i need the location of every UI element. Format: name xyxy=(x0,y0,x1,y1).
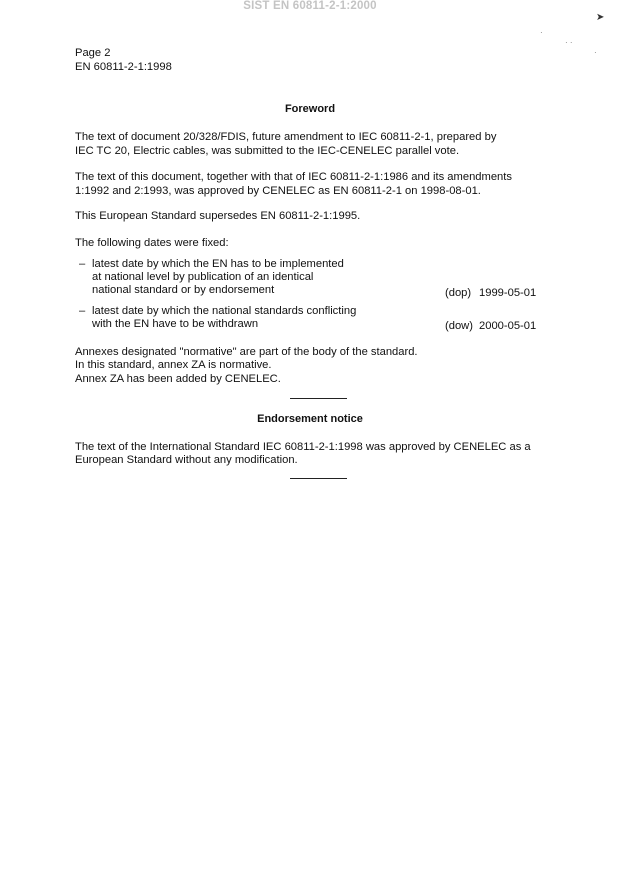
annex-line-3: Annex ZA has been added by CENELEC. xyxy=(75,373,281,385)
foreword-paragraph-2-line-2: 1:1992 and 2:1993, was approved by CENELEC as EN 60811-2-1 on 1998-08-01. xyxy=(75,185,481,197)
list-dash: – xyxy=(79,258,86,270)
page-number: Page 2 xyxy=(75,47,111,59)
scan-speck-icon: · xyxy=(540,28,543,37)
end-divider xyxy=(290,478,347,479)
foreword-paragraph-1-line-1: The text of document 20/328/FDIS, future amendment to IEC 60811-2-1, prepared by xyxy=(75,131,497,143)
annex-line-1: Annexes designated "normative" are part of the body of the standard. xyxy=(75,346,418,358)
date-item-line: latest date by which the national standards conflicting xyxy=(92,305,357,317)
list-dash: – xyxy=(79,305,86,317)
endorsement-heading: Endorsement notice xyxy=(257,413,363,425)
date-value-dop: 1999-05-01 xyxy=(479,287,537,299)
date-value-dow: 2000-05-01 xyxy=(479,320,537,332)
date-item-dow xyxy=(79,305,549,335)
scan-mark-icon: ➤ xyxy=(596,12,605,23)
foreword-paragraph-3: This European Standard supersedes EN 60811-2-1:1995. xyxy=(75,210,361,222)
foreword-heading: Foreword xyxy=(284,103,336,115)
endorsement-line-1: The text of the International Standard IEC 60811-2-1:1998 was approved by CENELEC as a xyxy=(75,441,531,453)
annex-line-2: In this standard, annex ZA is normative. xyxy=(75,359,272,371)
date-label-dop: (dop) xyxy=(445,287,472,299)
date-item-line: national standard or by endorsement xyxy=(92,284,275,296)
watermark: SIST EN 60811-2-1:2000 xyxy=(243,0,377,12)
section-divider xyxy=(290,398,347,399)
scan-speck-icon: · xyxy=(594,48,597,57)
standard-reference: EN 60811-2-1:1998 xyxy=(75,61,172,73)
dates-intro: The following dates were fixed: xyxy=(75,237,229,249)
scan-speck-icon: · · xyxy=(565,38,573,47)
date-item-line: latest date by which the EN has to be implemented xyxy=(92,258,344,270)
foreword-paragraph-1-line-2: IEC TC 20, Electric cables, was submitted to the IEC-CENELEC parallel vote. xyxy=(75,145,460,157)
date-label-dow: (dow) xyxy=(445,320,473,332)
date-item-line: with the EN have to be withdrawn xyxy=(92,318,259,330)
date-item-line: at national level by publication of an identical xyxy=(92,271,314,283)
date-item-dop xyxy=(79,258,549,300)
endorsement-line-2: European Standard without any modification. xyxy=(75,454,298,466)
foreword-paragraph-2-line-1: The text of this document, together with that of IEC 60811-2-1:1986 and its amendments xyxy=(75,171,512,183)
